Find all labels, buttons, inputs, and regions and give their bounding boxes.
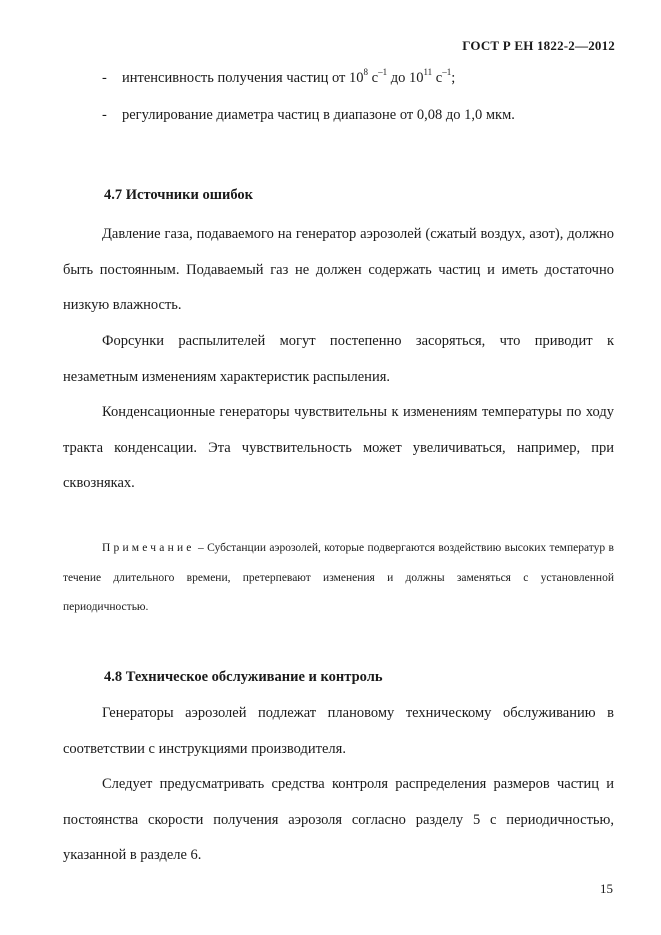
exponent: –1 (442, 67, 452, 77)
exponent: 8 (363, 67, 368, 77)
note-text: – Субстанции аэрозолей, которые подвергаются воздействию высоких температур в течение длительного времени, претерпевают изменения и должны заменяться с установленной периодичностью. (63, 542, 614, 613)
page-number: 15 (600, 881, 613, 896)
bullet-item-diameter-range (102, 107, 515, 124)
bullet-text: с (432, 70, 443, 86)
note-label: Примечание (102, 542, 195, 554)
paragraph-maintenance: Генераторы аэрозолей подлежат плановому техническому обслуживанию в соответствии с инструкциями производителя. (63, 705, 614, 757)
bullet-text: интенсивность получения частиц от 10 (122, 70, 364, 86)
page-header: ГОСТ Р ЕН 1822-2—2012 (462, 38, 615, 53)
section-title-4-8: 4.8 Техническое обслуживание и контроль (104, 669, 383, 685)
bullet-dash: - (102, 107, 107, 123)
bullet-text: регулирование диаметра частиц в диапазоне от 0,08 до 1,0 мкм. (122, 107, 515, 123)
paragraph-nozzles: Форсунки распылителей могут постепенно засоряться, что приводит к незаметным изменениям характеристик распыления. (63, 333, 614, 385)
paragraph-condensation: Конденсационные генераторы чувствительны к изменениям температуры по ходу тракта конденсации. Эта чувствительность может увеличиваться, например, при сквозняках. (63, 404, 614, 491)
bullet-dash: - (102, 70, 107, 86)
bullet-text: до 10 (387, 70, 424, 86)
bullet-item-particle-rate (102, 67, 455, 87)
paragraph-control: Следует предусматривать средства контроля распределения размеров частиц и постоянства скорости получения аэрозоля согласно разделу 5 с периодичностью, указанной в разделе 6. (63, 776, 614, 863)
bullet-text: ; (451, 70, 456, 86)
note (63, 534, 614, 623)
exponent: –1 (378, 67, 388, 77)
paragraph-gas-pressure: Давление газа, подаваемого на генератор аэрозолей (сжатый воздух, азот), должно быть постоянным. Подаваемый газ не должен содержать частиц и иметь достаточно низкую влажность. (63, 226, 614, 313)
exponent: 11 (423, 67, 433, 77)
section-title-4-7: 4.7 Источники ошибок (104, 187, 254, 203)
bullet-text: с (368, 70, 379, 86)
